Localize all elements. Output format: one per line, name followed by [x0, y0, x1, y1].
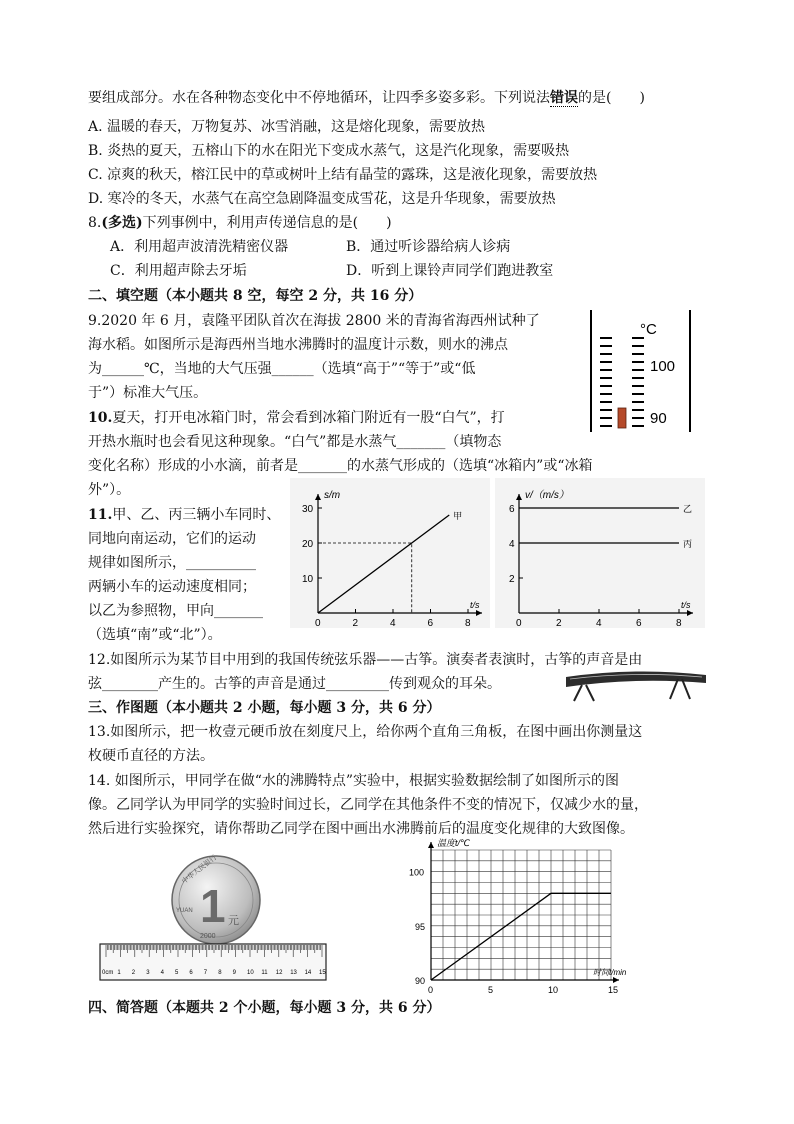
section-2-heading: 二、填空题（本小题共 8 空，每空 2 分，共 16 分）: [88, 288, 423, 304]
q8-option-a: A．利用超声波清洗精密仪器: [110, 239, 289, 255]
section-4-heading: 四、简答题（本题共 2 个小题，每小题 3 分，共 6 分）: [88, 1000, 441, 1016]
x-tick-label: 15: [608, 985, 619, 995]
x-tick-label: 6: [636, 618, 642, 628]
series-label: 丙: [683, 539, 693, 549]
section-3-heading: 三、作图题（本小题共 2 小题，每小题 3 分，共 6 分）: [88, 700, 441, 716]
coin-legend: 中华人民银行: [181, 854, 219, 886]
ruler-label: 4: [160, 970, 164, 976]
x-tick-label: 0: [428, 985, 434, 995]
y-tick-label: 90: [415, 976, 426, 986]
q13-line-1: 13.如图所示，把一枚壹元硬币放在刻度尺上，给你两个直角三角板，在图中画出你测量这: [88, 724, 643, 740]
x-tick-label: 4: [390, 618, 396, 628]
y-tick-label: 30: [302, 504, 314, 515]
x-tick-label: 8: [465, 618, 471, 628]
q7-option-a: A. 温暖的春天，万物复苏、冰雪消融，这是熔化现象，需要放热: [88, 119, 486, 135]
ruler-label: 13: [290, 970, 297, 976]
ruler-label: 11: [261, 970, 268, 976]
ruler-label: 2: [131, 970, 136, 976]
q11-line-3: 规律如图所示，__________: [88, 555, 256, 571]
q11-line-4: 两辆小车的运动速度相同；: [88, 579, 256, 595]
q8-option-d: D．听到上课铃声同学们跑进教室: [346, 263, 554, 279]
q10-line-3: 变化名称）形成的小水滴，前者是_______的水蒸气形成的（选填“冰箱内”或“冰箱: [88, 458, 593, 474]
q8-option-b: B．通过听诊器给病人诊病: [346, 239, 511, 255]
q9-line-2: 海水稻。如图所示是海西州当地水沸腾时的温度计示数，则水的沸点: [88, 337, 508, 353]
ruler-label: 7: [203, 970, 208, 976]
thermometer-figure: [588, 308, 694, 436]
y-tick-label: 20: [302, 539, 314, 550]
q14-line-1: 14. 如图所示，甲同学在做“水的沸腾特点”实验中，根据实验数据绘制了如图所示的图: [88, 773, 620, 789]
y-axis-label: v/（m/s）: [525, 490, 569, 501]
thermometer-unit: °C: [640, 321, 657, 338]
y-tick-label: 6: [509, 504, 515, 515]
q7-option-d: D. 寒冷的冬天，水蒸气在高空急剧降温变成雪花，这是升华现象，需要放热: [88, 191, 556, 207]
y-tick-label: 4: [509, 539, 515, 550]
q11-line-1: 11.甲、乙、丙三辆小车同时、: [88, 507, 281, 523]
x-tick-label: 2: [352, 618, 359, 628]
q10-line-1: 10.夏天，打开电冰箱门时，常会看到冰箱门附近有一股“白气”，打: [88, 410, 505, 426]
x-tick-label: 4: [596, 618, 602, 628]
x-tick-label: 6: [427, 618, 434, 628]
thermometer-label-90: 90: [650, 410, 667, 427]
q7-option-c: C. 凉爽的秋天，榕江民中的草或树叶上结有晶莹的露珠，这是液化现象，需要放热: [88, 167, 598, 183]
y-axis-label: 温度t/℃: [437, 838, 471, 848]
q8-option-c: C．利用超声除去牙垢: [110, 263, 247, 279]
thermometer-liquid: [618, 408, 626, 428]
q14-line-2: 像。乙同学认为甲同学的实验时间过长，乙同学在其他条件不变的情况下，仅减少水的量，: [88, 797, 648, 813]
ruler-label: 15: [319, 970, 326, 976]
ruler-label: 8: [218, 970, 222, 976]
coin-unit: 元: [228, 915, 239, 927]
y-axis-label: s/m: [324, 490, 341, 501]
temperature-time-chart: [405, 832, 665, 1002]
y-axis-arrow: [428, 842, 434, 848]
x-tick-label: 5: [488, 985, 494, 995]
coin-year: 2000: [200, 933, 216, 940]
q10-line-2: 开热水瓶时也会看见这种现象。“白气”都是水蒸气_______（填物态: [88, 434, 502, 450]
s-t-chart: [290, 478, 490, 628]
ruler-label: 0cm: [102, 970, 114, 976]
q9-line-4: 于”）标准大气压。: [88, 385, 208, 401]
ruler-label: 10: [247, 970, 254, 976]
coin-ruler-figure: [96, 852, 332, 984]
q12-line-2: 弦________产生的。古筝的声音是通过_________传到观众的耳朵。: [88, 676, 501, 692]
guzheng-image: [560, 665, 710, 705]
series-label: 甲: [453, 511, 463, 521]
series-label: 乙: [683, 504, 693, 514]
q8-stem: 8.(多选)下列事例中，利用声传递信息的是( ): [88, 215, 392, 231]
y-tick-label: 10: [302, 574, 314, 585]
q12-line-1: 12.如图所示为某节目中用到的我国传统弦乐器——古筝。演奏者表演时，古筝的声音是由: [88, 652, 643, 668]
thermometer-label-100: 100: [650, 358, 676, 375]
q9-line-3: 为______℃，当地的大气压强______（选填“高于”“等于”或“低: [88, 361, 476, 377]
q11-line-5: 以乙为参照物，甲向_______: [88, 603, 263, 619]
x-tick-label: 2: [556, 618, 562, 628]
q10-line-4: 外”）。: [88, 482, 131, 498]
q14-line-3: 然后进行实验探究，请你帮助乙同学在图中画出水沸腾前后的温度变化规律的大致图像。: [88, 821, 634, 837]
y-tick-label: 95: [415, 921, 426, 932]
coin-pinyin: YUAN: [176, 908, 193, 914]
x-tick-label: 10: [548, 985, 559, 995]
x-axis-label: 时间t/min: [593, 968, 627, 977]
x-tick-label: 0: [516, 618, 522, 628]
v-t-chart: [495, 478, 705, 628]
q11-line-2: 同地向南运动，它们的运动: [88, 531, 256, 547]
ruler-label: 14: [304, 970, 312, 976]
ruler-label: 12: [275, 970, 283, 976]
coin-denomination: 1: [200, 880, 226, 932]
ruler-label: 6: [189, 970, 193, 976]
q11-line-6: （选填“南”或“北”）。: [88, 627, 222, 643]
q7-option-b: B. 炎热的夏天，五榕山下的水在阳光下变成水蒸气，这是汽化现象，需要吸热: [88, 143, 570, 159]
y-tick-label: 100: [409, 867, 425, 878]
x-axis-label: t/s: [681, 600, 691, 610]
x-axis-arrow: [613, 977, 619, 983]
q9-line-1: 9.2020 年 6 月，袁隆平团队首次在海拔 2800 米的青海省海西州试种了: [88, 313, 540, 329]
ruler-label: 5: [175, 970, 179, 976]
x-tick-label: 0: [315, 618, 321, 628]
q13-line-2: 枚硬币直径的方法。: [88, 748, 214, 764]
ruler-label: 1: [117, 970, 121, 976]
q7-stem: 要组成部分。水在各种物态变化中不停地循环，让四季多姿多彩。下列说法错误的是( ): [88, 90, 645, 106]
x-axis-label: t/s: [470, 600, 480, 610]
y-tick-label: 2: [509, 574, 515, 585]
ruler-label: 9: [232, 970, 236, 976]
x-tick-label: 8: [676, 618, 682, 628]
ruler-label: 3: [146, 970, 150, 976]
chart-background: [290, 478, 490, 628]
